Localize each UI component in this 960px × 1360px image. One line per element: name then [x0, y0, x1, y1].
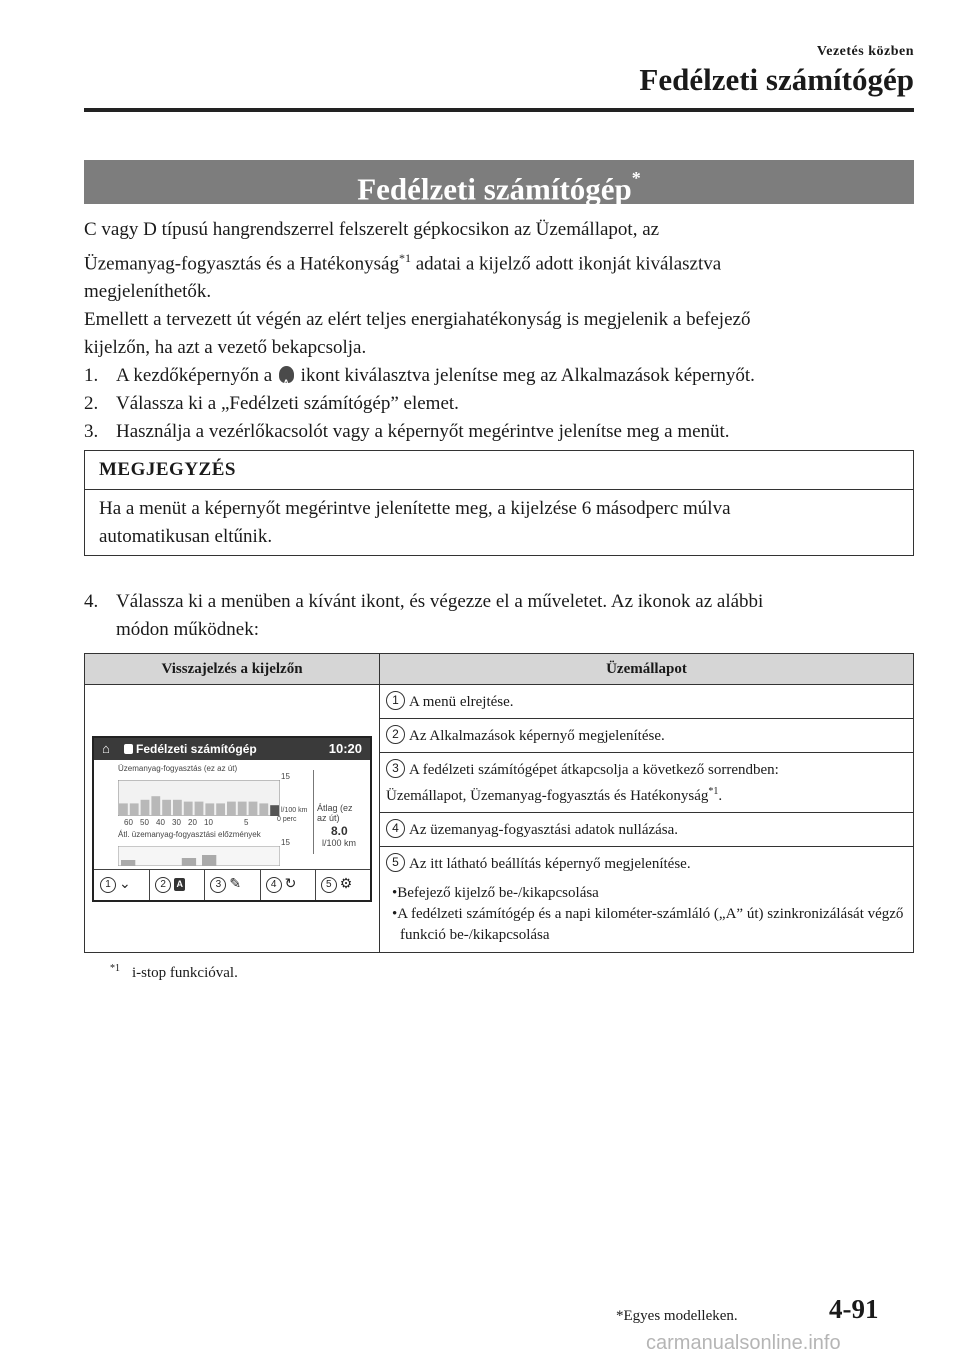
table-row-1: 1 A menü elrejtése. [380, 685, 914, 719]
apps-icon: A [174, 878, 185, 891]
chart1-x-tick: 20 [188, 817, 197, 827]
chart1-bar [162, 799, 171, 815]
switch-icon: ✎ [229, 874, 242, 891]
page-title-text: Fedélzeti számítógép [357, 171, 632, 207]
screen-top-bar [94, 738, 370, 760]
screen-divider [313, 770, 314, 854]
chart1-bar [238, 801, 247, 815]
step-4: 4. Válassza ki a menüben a kívánt ikont, és végezze el a műveletet. Az ikonok az alábbi módon működnek: [84, 591, 764, 640]
menu-button-2[interactable] [149, 870, 205, 900]
fuel-chart-current [118, 780, 280, 816]
table-row-5: 5 Az itt látható beállítás képernyő megjelenítése. •Befejező kijelző be-/kikapcsolása •A fedélzeti számítógép és a napi kilométer-számláló („A” út) szinkronizálását végző funkció be-/kikapcsolása [380, 847, 914, 953]
chart1-bar [270, 805, 279, 816]
chart1-label: Üzemanyag-fogyasztás (ez az út) [118, 763, 238, 773]
table-row-4: 4 Az üzemanyag-fogyasztási adatok nullázása. [380, 813, 914, 847]
chart1-bar [151, 796, 160, 816]
settings-bullets [386, 883, 907, 946]
page-number: 4-91 [829, 1294, 879, 1324]
menu-button-5[interactable] [315, 870, 370, 900]
menu-number: 1 [100, 877, 116, 893]
chart1-bar [227, 801, 236, 815]
step-1: 1. A kezdőképernyőn a A ikont kiválasztva jelenítse meg az Alkalmazások képernyőt. [84, 362, 914, 390]
screen-title: Fedélzeti számítógép [136, 741, 257, 756]
chart2-bar [121, 860, 135, 866]
reset-icon: ↻ [284, 874, 297, 891]
intro-line: kijelzőn, ha azt a vezető bekapcsolja. [84, 337, 367, 359]
screen-illustration-cell [85, 685, 380, 953]
chart1-x-tick: 40 [156, 817, 165, 827]
chart1-bar [195, 801, 204, 815]
avg-value: 8.0 [331, 823, 348, 838]
gear-icon: ⚙ [339, 874, 353, 891]
avg-unit: l/100 km [322, 837, 357, 848]
intro-line: Emellett a tervezett út végén az elért teljes energiahatékonyság is megjelenik a befejező [84, 309, 751, 331]
chart1-bar [173, 799, 182, 815]
avg-label: Átlag (ez [317, 802, 353, 813]
home-icon: ⌂ [102, 740, 110, 756]
step-2: 2. Válassza ki a „Fedélzeti számítógép” elemet. [84, 393, 459, 415]
note-body: Ha a menüt a képernyőt megérintve jelenítette meg, a kijelzése 6 másodperc múlva automatikusan eltűnik. [99, 498, 731, 547]
chart1-bar [249, 801, 258, 815]
avg-label: az út) [317, 812, 340, 823]
chart1-ymax: 15 [281, 771, 290, 781]
chart1-bar [141, 799, 150, 815]
bullet-item: •A fedélzeti számítógép és a napi kilométer-számláló („A” út) szinkronizálását végző funkció be-/kikapcsolása [392, 906, 904, 943]
chart1-x-tick: 50 [140, 817, 149, 827]
intro-text [84, 216, 914, 446]
chart1-zero-label: 0 perc [277, 815, 297, 823]
chart2-bar [182, 858, 196, 866]
chart2-label: Átl. üzemanyag-fogyasztási előzmények [118, 829, 261, 839]
header-rule [84, 108, 914, 112]
screen-menu-bar [94, 869, 370, 900]
chart1-x-tick: 30 [172, 817, 181, 827]
table-header-row [85, 654, 914, 685]
intro-line: megjeleníthetők. [84, 281, 212, 303]
section-title: Vezetés közben [816, 44, 914, 59]
screen-clock: 10:20 [328, 740, 362, 756]
chart1-x-tick: 5 [244, 817, 249, 827]
menu-number: 3 [210, 877, 226, 893]
chart2-bar [202, 855, 216, 866]
chart1-bar [216, 803, 225, 816]
table-header-display: Visszajelzés a kijelzőn [85, 654, 380, 685]
chart1-unit: l/100 km [281, 806, 308, 814]
table-row-3: 3 A fedélzeti számítógépet átkapcsolja a következő sorrendben: Üzemállapot, Üzemanyag-fogyasztás és Hatékonyság$^{*1}$. [380, 753, 914, 813]
screen-mockup [92, 736, 372, 902]
footer-note: *Egyes modelleken. [616, 1308, 738, 1324]
menu-number: 4 [266, 877, 282, 893]
note-heading: MEGJEGYZÉS [85, 451, 913, 490]
operation-table [84, 653, 914, 953]
table-row-2: 2 Az Alkalmazások képernyő megjelenítése. [380, 719, 914, 753]
apps-icon [124, 744, 133, 754]
chart1-bar [259, 803, 268, 816]
menu-button-1[interactable] [94, 870, 150, 900]
menu-button-4[interactable] [260, 870, 316, 900]
menu-button-3[interactable] [204, 870, 260, 900]
note-box [84, 450, 914, 556]
chart2-ymax: 15 [281, 837, 290, 847]
table-row [85, 685, 914, 719]
chart1-bar [184, 801, 193, 815]
intro-line: C vagy D típusú hangrendszerrel felszerelt gépkocsikon az Üzemállapot, az [84, 219, 660, 240]
footnote: $^{*1}$ i-stop funkcióval. [110, 963, 238, 981]
apps-icon [279, 366, 294, 383]
chevron-down-icon: ⌄ [119, 874, 131, 891]
watermark: carmanualsonline.info [646, 1332, 841, 1354]
menu-number: 5 [321, 877, 337, 893]
chart1-bar [130, 803, 139, 816]
chart1-bar [119, 803, 128, 816]
chapter-title: Fedélzeti számítógép [639, 62, 914, 97]
menu-number: 2 [155, 877, 171, 893]
chart1-x-tick: 60 [124, 817, 133, 827]
bullet-item: •Befejező kijelző be-/kikapcsolása [392, 885, 599, 901]
step-3: 3. Használja a vezérlőkacsolót vagy a képernyőt megérintve jelenítse meg a menüt. [84, 421, 730, 443]
running-header [639, 44, 914, 98]
page-title [84, 160, 914, 207]
fuel-chart-history [118, 846, 280, 866]
intro-line: Üzemanyag-fogyasztás és a Hatékonyság$^{*1}$ adatai a kijelző adott ikonját kiválasztva [84, 251, 722, 275]
chart1-bar [205, 803, 214, 816]
table-header-operation: Üzemállapot [380, 654, 914, 685]
footnote-ref: *1 [398, 251, 411, 265]
chart1-x-tick: 10 [204, 817, 213, 827]
title-mark: * [631, 168, 641, 188]
